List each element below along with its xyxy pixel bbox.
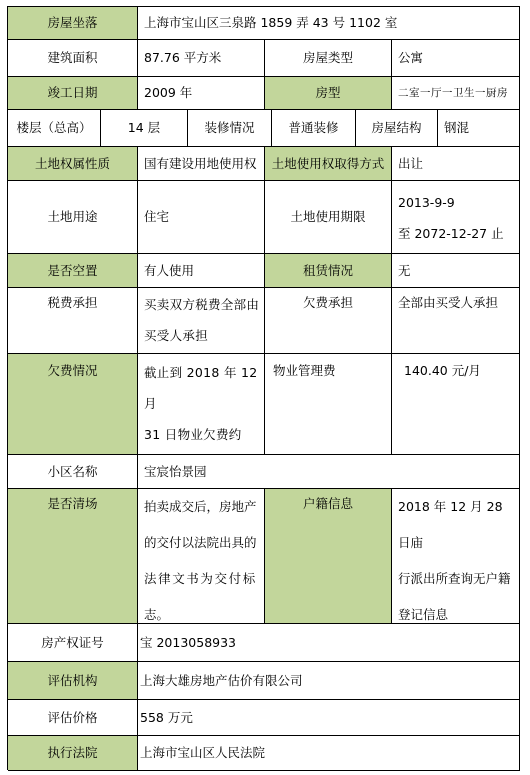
land-term-value <box>392 181 520 254</box>
decoration-label: 装修情况 <box>188 110 272 147</box>
vacancy-value: 有人使用 <box>138 254 265 288</box>
layout-label: 房型 <box>265 77 392 110</box>
land-acquire-value: 出让 <box>392 147 520 181</box>
floor-label: 楼层（总高） <box>8 110 101 147</box>
lease-label: 租赁情况 <box>265 254 392 288</box>
structure-label: 房屋结构 <box>356 110 438 147</box>
cert-label: 房产权证号 <box>8 624 138 662</box>
vacancy-label: 是否空置 <box>8 254 138 288</box>
appraiser-label: 评估机构 <box>8 662 138 700</box>
house-type-value: 公寓 <box>392 40 520 77</box>
house-type-label: 房屋类型 <box>265 40 392 77</box>
household-value <box>392 489 520 624</box>
household-line-3: 登记信息 <box>398 607 449 622</box>
tax-label: 税费承担 <box>8 288 138 354</box>
community-value: 宝宸怡景园 <box>138 455 520 489</box>
land-nature-label: 土地权属性质 <box>8 147 138 181</box>
cleared-value <box>138 489 265 624</box>
cleared-line-2: 的交付以法院出具的 <box>144 535 257 550</box>
arrears-bear-value: 全部由买受人承担 <box>392 288 520 354</box>
tax-line-2: 买受人承担 <box>144 328 209 343</box>
cleared-line-3: 法律文书为交付标 <box>144 571 257 586</box>
land-term-start: 2013-9-9 <box>398 195 455 210</box>
household-label: 户籍信息 <box>265 489 392 624</box>
mgmt-fee-value: 140.40 元/月 <box>392 354 520 455</box>
tax-line-1: 买卖双方税费全部由 <box>144 297 260 312</box>
price-label: 评估价格 <box>8 700 138 736</box>
cleared-line-1: 拍卖成交后，房地产 <box>144 499 257 514</box>
land-nature-value: 国有建设用地使用权 <box>138 147 265 181</box>
court-value: 上海市宝山区人民法院 <box>138 736 520 771</box>
floor-value: 14 层 <box>101 110 188 147</box>
layout-value: 二室一厅一卫生一厨房 <box>392 77 520 110</box>
property-info-table <box>7 6 520 770</box>
mgmt-fee-label: 物业管理费 <box>265 354 392 455</box>
structure-value: 钢混 <box>438 110 520 147</box>
land-use-label: 土地用途 <box>8 181 138 254</box>
arrears-bear-label: 欠费承担 <box>265 288 392 354</box>
court-label: 执行法院 <box>8 736 138 771</box>
household-line-1: 2018 年 12 月 28 日庙 <box>398 499 503 550</box>
arrears-value <box>138 354 265 455</box>
lease-value: 无 <box>392 254 520 288</box>
appraiser-value: 上海大雄房地产估价有限公司 <box>138 662 520 700</box>
completion-label: 竣工日期 <box>8 77 138 110</box>
address-value: 上海市宝山区三泉路 1859 弄 43 号 1102 室 <box>138 7 520 40</box>
cert-value: 宝 2013058933 <box>138 624 520 662</box>
tax-value <box>138 288 265 354</box>
land-acquire-label: 土地使用权取得方式 <box>265 147 392 181</box>
area-value: 87.76 平方米 <box>138 40 265 77</box>
decoration-value: 普通装修 <box>272 110 356 147</box>
price-value: 558 万元 <box>138 700 520 736</box>
area-label: 建筑面积 <box>8 40 138 77</box>
cleared-line-4: 志。 <box>144 607 170 622</box>
household-line-2: 行派出所查询无户籍 <box>398 571 511 586</box>
address-label: 房屋坐落 <box>8 7 138 40</box>
arrears-label: 欠费情况 <box>8 354 138 455</box>
land-term-label: 土地使用期限 <box>265 181 392 254</box>
cleared-label: 是否清场 <box>8 489 138 624</box>
land-term-end: 至 2072-12-27 止 <box>398 226 504 241</box>
community-label: 小区名称 <box>8 455 138 489</box>
land-use-value: 住宅 <box>138 181 265 254</box>
arrears-line-2: 31 日物业欠费约 <box>144 427 242 442</box>
completion-value: 2009 年 <box>138 77 265 110</box>
arrears-line-1: 截止到 2018 年 12 月 <box>144 365 258 411</box>
